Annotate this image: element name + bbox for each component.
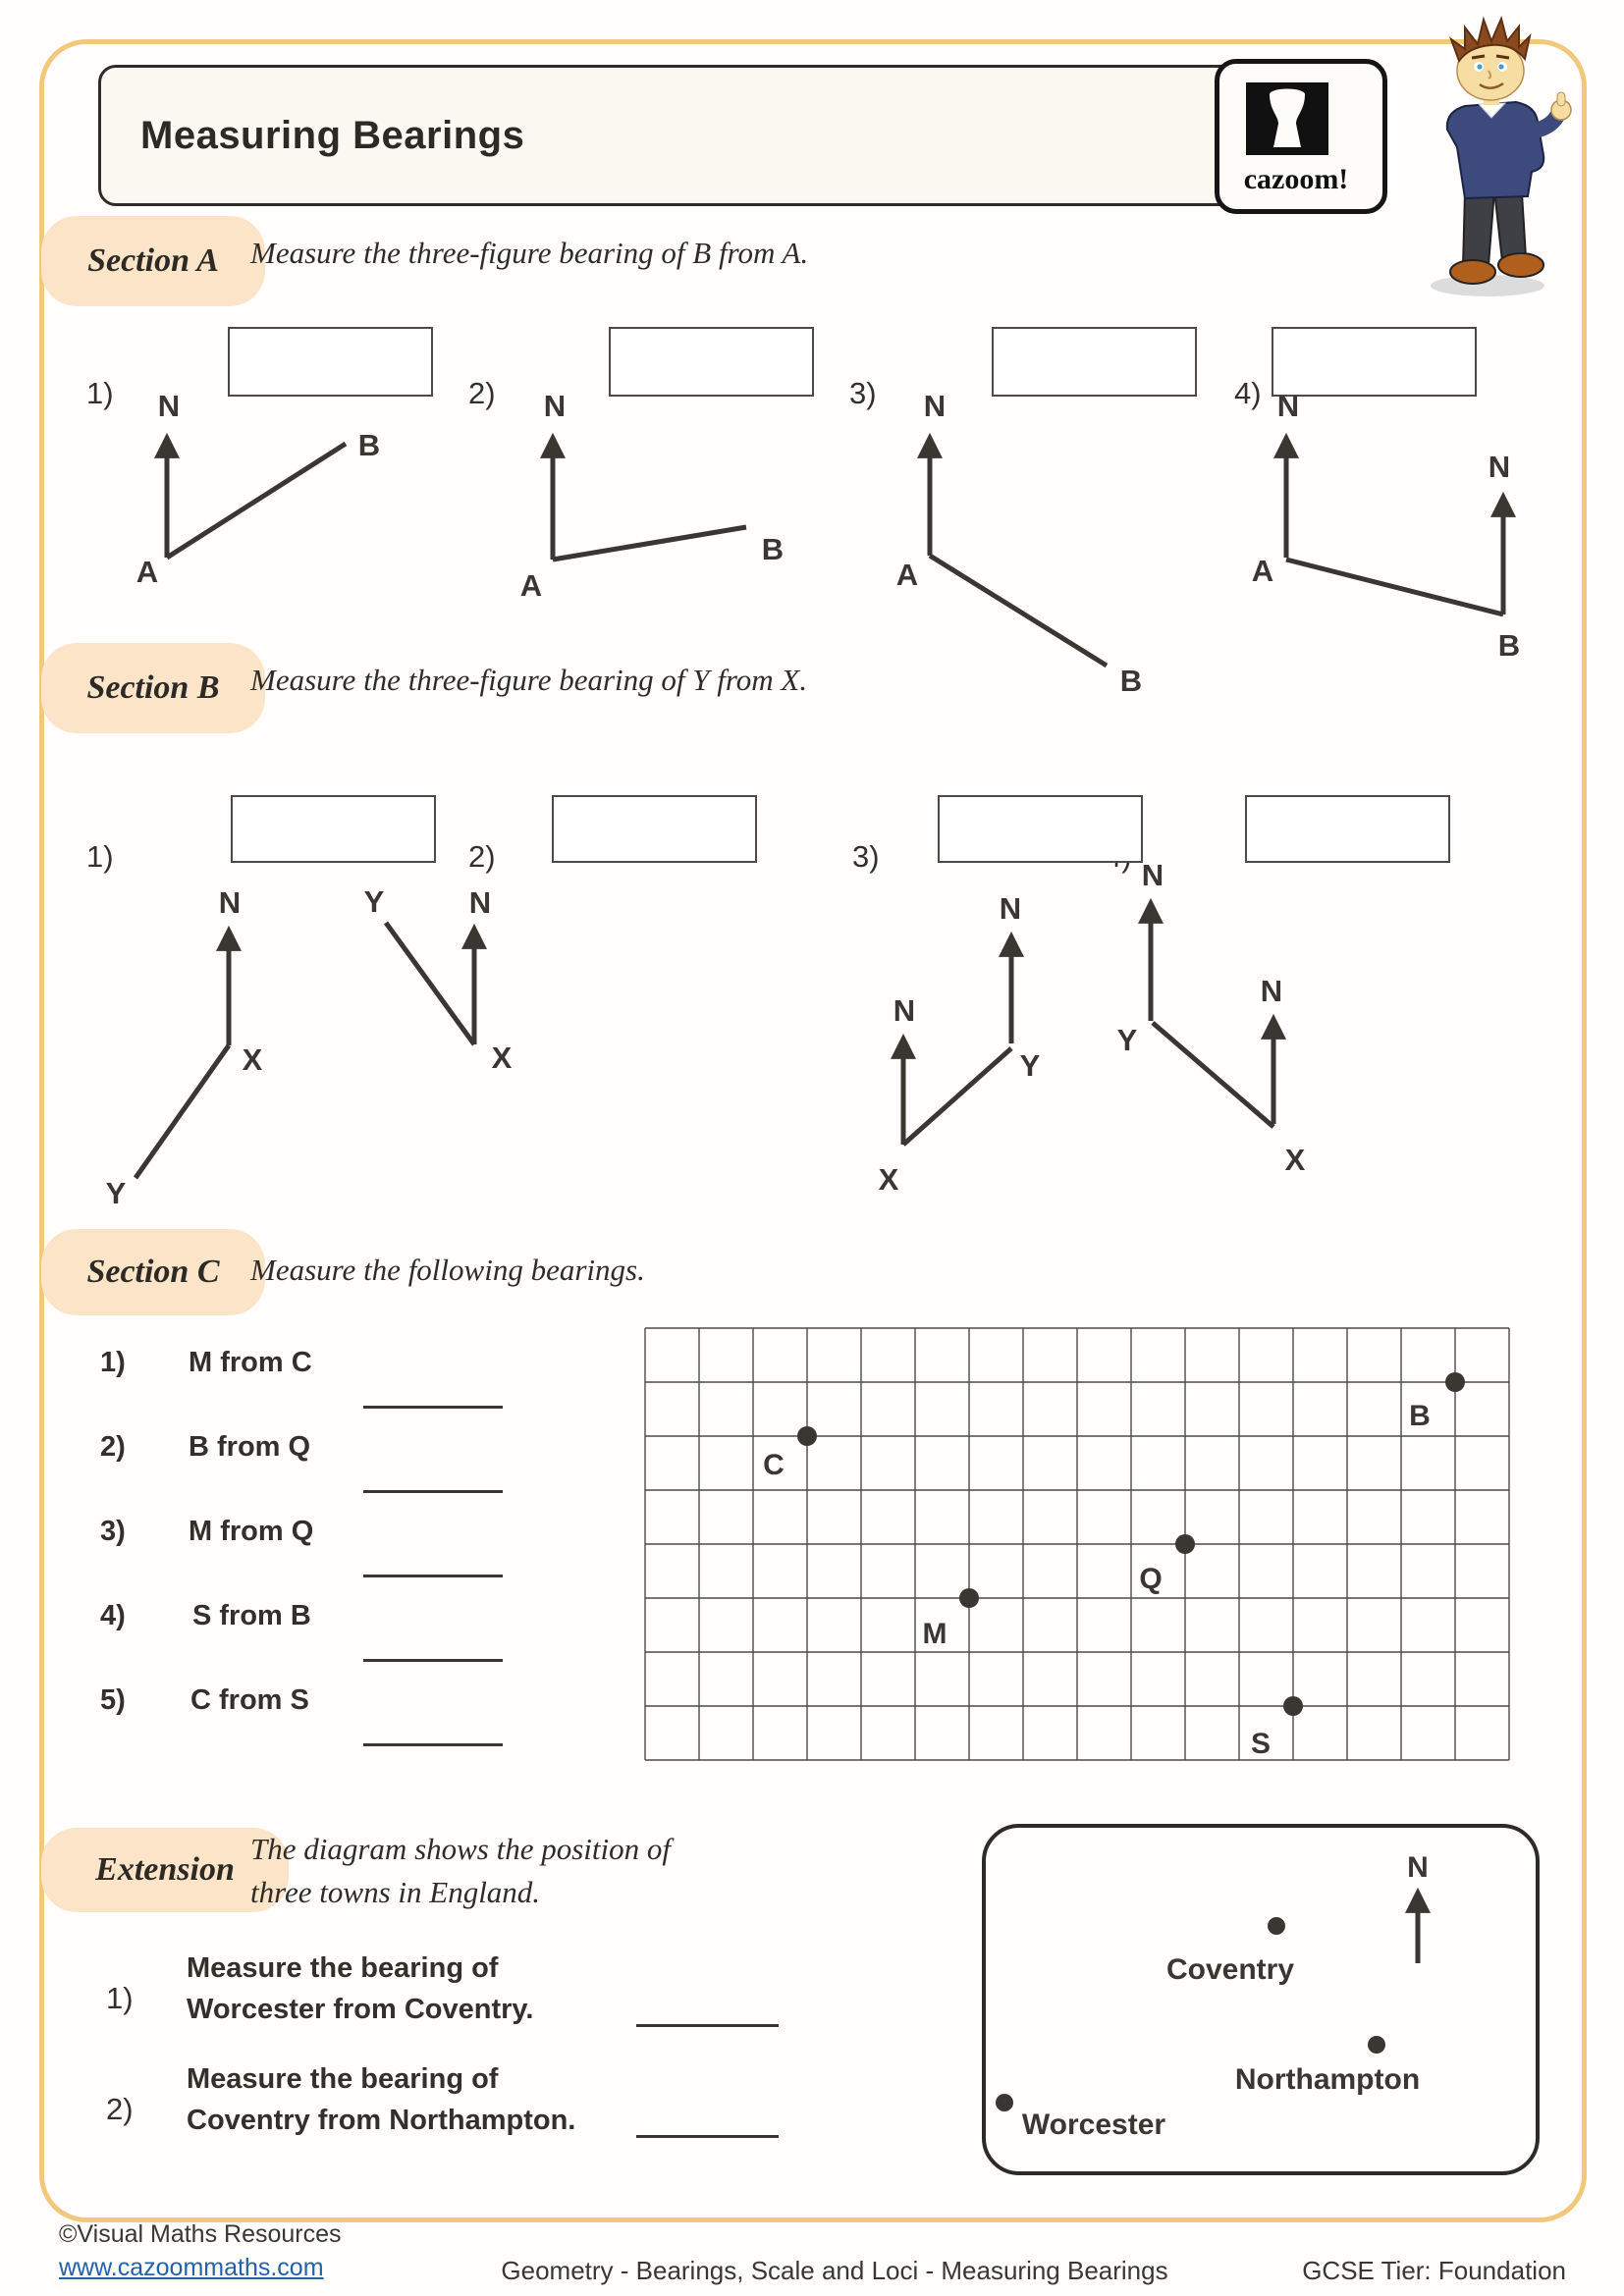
answer-box-b2[interactable]	[552, 795, 757, 863]
answer-box-a2[interactable]	[609, 327, 814, 397]
point-m-label: M	[922, 1618, 947, 1650]
section-b-label: Section B	[86, 669, 220, 706]
section-b-instruction: Measure the three-figure bearing of Y from X.	[250, 663, 808, 697]
extension-q1-line1: Measure the bearing of	[187, 1952, 499, 1984]
section-c-q5-number: 5)	[100, 1684, 126, 1716]
point-x-label: X	[878, 1162, 899, 1197]
section-a-q3-number: 3)	[849, 376, 877, 410]
section-c-q2-number: 2)	[100, 1431, 126, 1463]
section-b-q2-number: 2)	[468, 839, 496, 874]
point-y-label: Y	[1116, 1023, 1138, 1057]
section-b-q1-number: 1)	[86, 839, 114, 874]
north-label: N	[468, 885, 492, 920]
point-x-label: X	[1284, 1143, 1306, 1177]
answer-box-a3[interactable]	[992, 327, 1197, 397]
point-y-label: Y	[1019, 1048, 1041, 1083]
north-label: N	[1276, 389, 1300, 423]
section-a-pill	[41, 216, 265, 306]
footer-topic: Geometry - Bearings, Scale and Loci - Measuring Bearings	[501, 2256, 1168, 2285]
page-title: Measuring Bearings	[140, 113, 525, 157]
footer-tier: GCSE Tier: Foundation	[1302, 2256, 1566, 2285]
answer-box-a4[interactable]	[1272, 327, 1477, 397]
point-a-label: A	[519, 568, 543, 603]
towns-map-box	[982, 1824, 1540, 2175]
extension-q2-line1: Measure the bearing of	[187, 2063, 499, 2095]
extension-q2-line2: Coventry from Northampton.	[187, 2105, 576, 2136]
answer-line-c4[interactable]	[363, 1628, 503, 1662]
point-s-label: S	[1250, 1728, 1272, 1760]
point-a-label: A	[1251, 554, 1274, 588]
point-b-label: B	[1119, 664, 1143, 698]
point-y-label: Y	[363, 884, 385, 919]
section-a-q4-number: 4)	[1234, 376, 1262, 410]
section-c-instruction: Measure the following bearings.	[250, 1253, 645, 1287]
answer-box-b4[interactable]	[1245, 795, 1450, 863]
answer-line-ext2[interactable]	[636, 2104, 779, 2138]
extension-q1-line2: Worcester from Coventry.	[187, 1994, 534, 2025]
north-label: N	[157, 389, 181, 423]
point-y-label: Y	[105, 1176, 127, 1210]
answer-box-b1[interactable]	[231, 795, 436, 863]
north-label-at-x: N	[1260, 974, 1283, 1008]
answer-line-c2[interactable]	[363, 1459, 503, 1493]
section-c-q1-number: 1)	[100, 1347, 126, 1378]
answer-line-c3[interactable]	[363, 1543, 503, 1577]
answer-line-c1[interactable]	[363, 1374, 503, 1409]
section-a-label: Section A	[87, 242, 219, 279]
section-b-pill	[41, 643, 265, 733]
answer-box-b3[interactable]	[938, 795, 1143, 863]
section-c-q3-label: M from Q	[189, 1516, 314, 1547]
point-b-label: B	[761, 532, 785, 566]
point-b-label: B	[1409, 1400, 1431, 1432]
answer-box-a1[interactable]	[228, 327, 433, 397]
point-a-label: A	[895, 558, 919, 592]
point-c-label: C	[763, 1449, 785, 1481]
section-b-q3-number: 3)	[852, 839, 880, 874]
point-q-label: Q	[1139, 1563, 1163, 1595]
cazoom-logo-text: cazoom!	[1243, 163, 1349, 195]
north-label: N	[923, 389, 947, 423]
section-c-pill	[41, 1229, 265, 1315]
north-label: N	[1141, 858, 1164, 892]
point-x-label: X	[491, 1041, 513, 1075]
footer-url-link[interactable]: www.cazoommaths.com	[59, 2254, 324, 2281]
section-c-q1-label: M from C	[189, 1347, 312, 1378]
extension-instruction-line2: three towns in England.	[250, 1875, 541, 1909]
map-north-label: N	[1407, 1851, 1429, 1884]
extension-label: Extension	[95, 1851, 235, 1888]
north-label: N	[893, 993, 916, 1028]
point-b-label: B	[1497, 628, 1521, 663]
extension-instruction-line1: The diagram shows the position of	[250, 1832, 672, 1866]
extension-q1-number: 1)	[106, 1981, 134, 2015]
section-a-q1-number: 1)	[86, 376, 114, 410]
point-a-label: A	[135, 555, 159, 589]
answer-line-ext1[interactable]	[636, 1993, 779, 2027]
section-a-instruction: Measure the three-figure bearing of B from A.	[250, 236, 809, 270]
footer-copyright: ©Visual Maths Resources	[59, 2220, 342, 2248]
north-label: N	[543, 389, 567, 423]
section-c-q3-number: 3)	[100, 1516, 126, 1547]
extension-q2-number: 2)	[106, 2092, 134, 2126]
worksheet-header	[98, 65, 1379, 206]
section-c-q5-label: C from S	[190, 1684, 309, 1716]
north-label-at-y: N	[999, 891, 1022, 926]
worcester-label: Worcester	[1021, 2109, 1166, 2141]
northampton-label: Northampton	[1234, 2063, 1421, 2096]
north-label-at-b: N	[1488, 450, 1511, 484]
section-a-q2-number: 2)	[468, 376, 496, 410]
answer-line-c5[interactable]	[363, 1712, 503, 1746]
section-c-q4-label: S from B	[192, 1600, 311, 1631]
section-c-q4-number: 4)	[100, 1600, 126, 1631]
point-x-label: X	[242, 1042, 263, 1077]
point-b-label: B	[357, 428, 381, 462]
section-c-label: Section C	[86, 1254, 220, 1290]
coventry-label: Coventry	[1165, 1953, 1295, 1986]
north-label: N	[218, 885, 242, 920]
section-c-q2-label: B from Q	[189, 1431, 311, 1463]
